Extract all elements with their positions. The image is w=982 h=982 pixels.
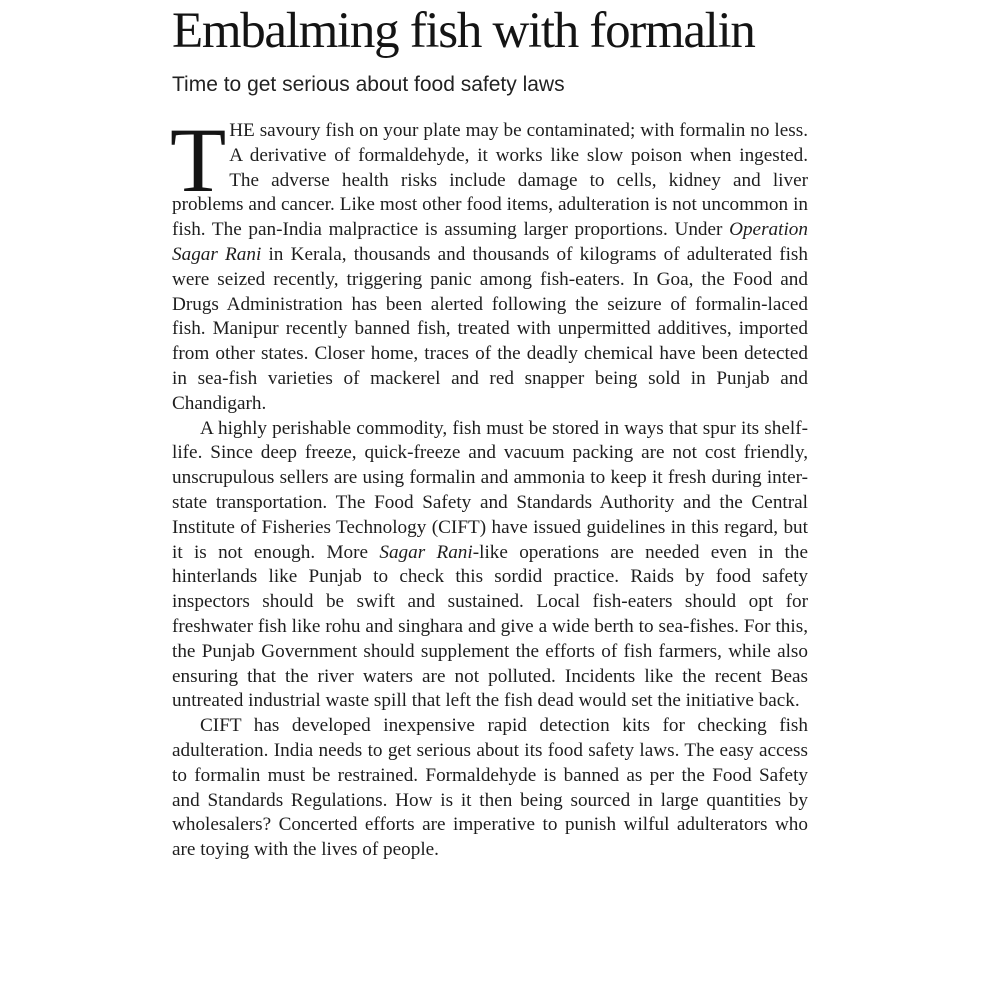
paragraph-1-italic-operation-name: Operation Sagar Rani	[172, 219, 808, 266]
headline: Embalming fish with formalin	[172, 3, 755, 59]
paragraph-1-text-b: in Kerala, thousands and thousands of kilograms of adulterated fish were seized recently, triggering panic among fish-eaters. In Goa, the Food and Drugs Administration has been alerted following the seizure of formalin-laced fish. Manipur recently banned fish, treated with unpermitted additives, imported from other states. Closer home, traces of the deadly chemical have been detected in sea-fish varieties of mackerel and red snapper being sold in Punjab and Chandigarh.	[172, 244, 808, 414]
paragraph-3-text: CIFT has developed inexpensive rapid detection kits for checking fish adulteration. India needs to get serious about its food safety laws. The easy access to formalin must be restrained. Formaldehyde is banned as per the Food Safety and Standards Regulations. How is it then being sourced in large quantities by wholesalers? Concerted efforts are imperative to punish wilful adulterators who are toying with the lives of people.	[172, 715, 808, 861]
paragraph-3	[172, 714, 808, 863]
paragraph-2-text-a: A highly perishable commodity, fish must be stored in ways that spur its shelf-life. Since deep freeze, quick-freeze and vacuum packing are not cost friendly, unscrupulous sellers are using formalin and ammonia to keep it fresh during inter-state transportation. The Food Safety and Standards Authority and the Central Institute of Fisheries Technology (CIFT) have issued guidelines in this regard, but it is not enough. More	[172, 417, 808, 563]
drop-cap: T	[170, 109, 227, 212]
subheadline: Time to get serious about food safety laws	[172, 73, 565, 97]
article-body	[170, 109, 808, 863]
paragraph-2	[172, 417, 808, 715]
editorial-article	[172, 4, 808, 863]
paragraph-1	[170, 109, 808, 417]
paragraph-1-text-a: HE savoury fish on your plate may be contaminated; with formalin no less. A derivative of formaldehyde, it works like slow poison when ingested. The adverse health risks include damage to cells, kidney and liver problems and cancer. Like most other food items, adulteration is not uncommon in fish. The pan-India malpractice is assuming larger proportions. Under	[172, 120, 808, 241]
paragraph-2-text-b: -like operations are needed even in the hinterlands like Punjab to check this sordid practice. Raids by food safety inspectors should be swift and sustained. Local fish-eaters should opt for freshwater fish like rohu and singhara and give a wide berth to sea-fishes. For this, the Punjab Government should supplement the efforts of fish farmers, while also ensuring that the river waters are not polluted. Incidents like the recent Beas untreated industrial waste spill that left the fish dead would set the initiative back.	[172, 541, 808, 712]
paragraph-2-italic-operation-name: Sagar Rani	[379, 541, 473, 563]
